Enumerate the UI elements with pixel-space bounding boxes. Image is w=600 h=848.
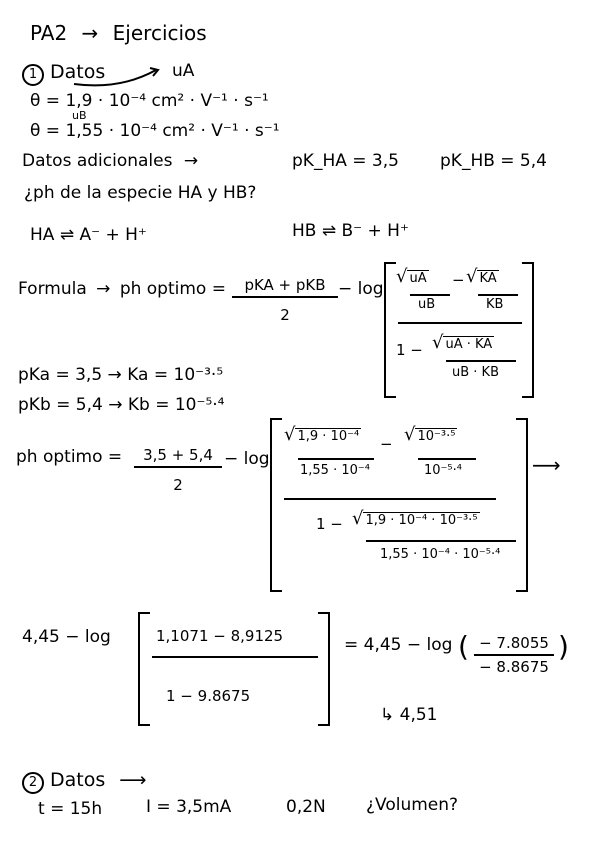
formula-inner-minus: − xyxy=(452,271,465,289)
sub-mobility-bar xyxy=(298,458,374,460)
sqrt-ka-kb: √ KA xyxy=(466,266,497,287)
extra-data-label: Datos adicionales xyxy=(22,151,173,171)
normality-value: 0,2N xyxy=(286,797,326,817)
substitution-denominator: 2 xyxy=(173,476,183,494)
formula-denominator: 2 xyxy=(280,306,290,324)
formula-word: Formula xyxy=(18,279,87,299)
result-inner-den: − 8.8675 xyxy=(479,658,549,676)
final-result: ↳ 4,51 xyxy=(380,705,438,725)
result-left-bracket xyxy=(138,612,150,726)
substitution-minus-log: − log xyxy=(224,449,270,469)
ka-kb-bar xyxy=(478,294,518,296)
substitution-right-bracket xyxy=(516,418,528,592)
substitution-numerator: 3,5 + 5,4 xyxy=(143,446,213,464)
pkb-line: pKb = 5,4 → Kb = 10⁻⁵·⁴ xyxy=(18,395,225,415)
sqrt-kb: KB xyxy=(486,297,504,312)
formula-arrow: → xyxy=(96,279,111,299)
result-inner-fraction xyxy=(474,634,554,676)
section-2-arrow: ⟶ xyxy=(119,769,147,791)
sub-denominator-den: 1,55 · 10⁻⁴ · 10⁻⁵·⁴ xyxy=(380,547,501,562)
sqrt-ua-ka: √ uA · KA xyxy=(432,332,493,353)
sqrt-ka: KA xyxy=(479,271,497,286)
paren-open: ( xyxy=(458,630,469,663)
extra-data-line xyxy=(22,152,204,171)
title-subject: Ejercicios xyxy=(112,21,207,45)
result-lhs: 4,45 − log xyxy=(22,627,111,647)
sqrt-ua-ub: √ uA xyxy=(396,266,427,287)
formula-left-bracket xyxy=(384,262,396,398)
sqrt-ub-kb: uB · KB xyxy=(452,365,499,380)
formula-label xyxy=(18,280,226,299)
title-arrow: → xyxy=(81,21,99,45)
section-2-header xyxy=(22,770,147,794)
sub-one-minus: 1 − xyxy=(316,515,343,533)
section-2-label: Datos xyxy=(50,769,106,791)
ua-ka-bar xyxy=(446,360,516,362)
pkha-value: pK_HA = 3,5 xyxy=(292,151,399,171)
sub-k-bar xyxy=(418,458,476,460)
sqrt-k-ratio: √ 10⁻³·⁵ xyxy=(404,424,456,445)
curved-arrow-icon xyxy=(70,64,170,90)
ub-tag: uB xyxy=(72,109,87,122)
formula-right-bracket xyxy=(522,262,534,398)
sub-ka-value: 10⁻³·⁵ xyxy=(417,429,456,444)
formula-lhs: ph optimo = xyxy=(119,279,226,299)
sub-inner-minus: − xyxy=(380,435,393,453)
formula-main-bar xyxy=(398,322,522,324)
substitution-lhs: ph optimo = xyxy=(16,447,123,467)
equilibrium-hb: HB ⇌ B⁻ + H⁺ xyxy=(292,221,409,241)
page-title xyxy=(30,22,207,44)
section-1-number: 1 xyxy=(22,64,44,86)
pkhb-value: pK_HB = 5,4 xyxy=(440,151,547,171)
ua-label: uA xyxy=(172,61,195,81)
equilibrium-ha: HA ⇌ A⁻ + H⁺ xyxy=(30,225,147,245)
substitution-left-bracket xyxy=(270,418,282,592)
formula-minus-log: − log xyxy=(338,279,384,299)
substitution-main-bar xyxy=(284,498,496,500)
sqrt-ub: uB xyxy=(418,297,436,312)
sqrt-sub-denominator: √ 1,9 · 10⁻⁴ · 10⁻³·⁵ xyxy=(352,508,478,529)
result-eq: = 4,45 − log xyxy=(344,635,453,655)
result-right-bracket xyxy=(318,612,330,726)
section-1-label: Datos xyxy=(50,61,106,83)
pka-line: pKa = 3,5 → Ka = 10⁻³·⁵ xyxy=(18,365,224,385)
sub-ua-value: 1,9 · 10⁻⁴ xyxy=(297,429,360,444)
question-2: ¿Volumen? xyxy=(366,795,459,815)
result-bar xyxy=(152,656,318,658)
paren-close: ) xyxy=(558,630,569,663)
theta-1: θ = 1,9 · 10⁻⁴ cm² · V⁻¹ · s⁻¹ xyxy=(30,91,269,111)
theta-2: θ = 1,55 · 10⁻⁴ cm² · V⁻¹ · s⁻¹ xyxy=(30,121,280,141)
formula-numerator: pKA + pKB xyxy=(244,276,326,294)
section-2-number: 2 xyxy=(22,772,44,794)
formula-fraction xyxy=(232,276,338,324)
extra-data-arrow: → xyxy=(183,151,199,171)
sub-kb-value: 10⁻⁵·⁴ xyxy=(424,463,462,478)
time-value: t = 15h xyxy=(38,799,103,819)
sqrt-mobility-ratio: √ 1,9 · 10⁻⁴ xyxy=(284,424,360,445)
substitution-fraction xyxy=(134,446,222,494)
sub-ub-value: 1,55 · 10⁻⁴ xyxy=(300,463,370,478)
result-denominator: 1 − 9.8675 xyxy=(166,687,251,705)
ua-ub-bar xyxy=(410,294,450,296)
sqrt-ua: uA xyxy=(409,271,427,286)
question-1: ¿ph de la especie HA y HB? xyxy=(24,183,257,203)
sqrt-ua-ka-num: uA · KA xyxy=(445,337,493,352)
current-value: I = 3,5mA xyxy=(146,797,232,817)
sub-denominator-num: 1,9 · 10⁻⁴ · 10⁻³·⁵ xyxy=(365,513,478,528)
title-code: PA2 xyxy=(30,21,68,45)
formula-one-minus: 1 − xyxy=(396,341,423,359)
result-inner-num: − 7.8055 xyxy=(479,634,549,652)
continue-arrow: ⟶ xyxy=(532,453,561,477)
sub-denominator-bar xyxy=(366,540,516,542)
result-numerator: 1,1071 − 8,9125 xyxy=(156,627,284,645)
